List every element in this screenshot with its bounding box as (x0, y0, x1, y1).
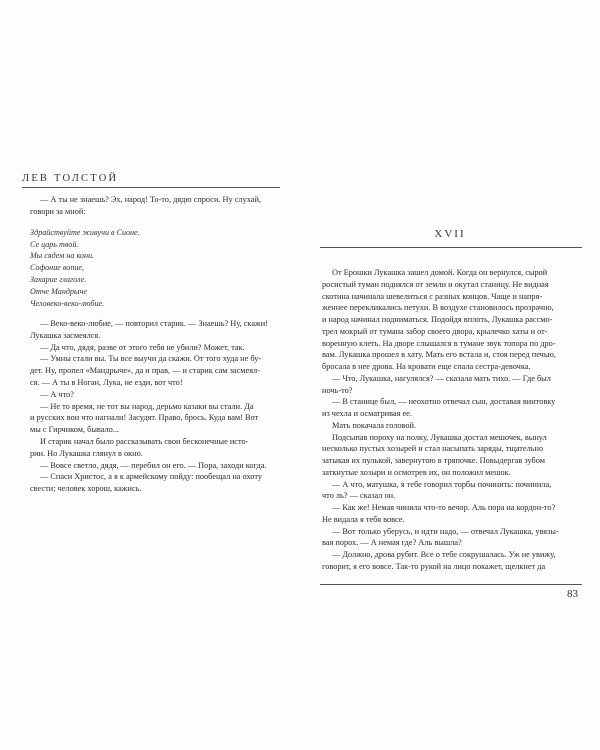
verse-line: Се царь твой. (30, 239, 79, 249)
text-line: ночь-то? (322, 385, 353, 395)
text-line: — А что? (40, 389, 74, 399)
text-line: — Как же! Немая чинила что-то вечор. Аль пора на кордон-то? (332, 503, 556, 512)
right-text-column (322, 267, 586, 573)
text-line: несколько пустых хозырей и стал насыпать заряды, тщательно (322, 444, 544, 454)
text-line: — Что, Лукашка, нагулялся? — сказала мать тихо. — Где был (332, 373, 551, 383)
text-line: Лукашка засмеялся. (30, 330, 101, 340)
page-number: 83 (567, 588, 578, 600)
text-line: — А что, матушка, я тебе говорил торбы починить: починила, (332, 479, 552, 489)
text-line: Мать покачала головой. (332, 420, 417, 430)
text-line: дет. Ну, пропел «Мандрыче», да и прав, — и старик сам засмеял- (30, 366, 260, 376)
text-line: — Должно, дрова рубит. Все о тебе сокрушалась. Уж не увижу, (332, 550, 556, 559)
text-line: и народ начинал подниматься. Подойдя вплоть, Лукашка рассмо- (322, 315, 553, 324)
text-line: Подсыпав пороху на полку, Лукашка достал мешочек, вынул (332, 432, 547, 442)
verse-line: Здрайствуйте живучи в Сионе. (30, 227, 140, 237)
verse-line: Мы сядем на кони. (30, 251, 95, 261)
text-line: из чехла и осматривая ее. (322, 409, 412, 418)
left-text-column (30, 194, 278, 495)
text-line: затыкая их пулькой, завернутою в тряпочке. Повыдергав зубом (322, 456, 546, 465)
left-paragraphs-before-verse (30, 194, 278, 218)
right-page (300, 0, 600, 750)
text-line: — А ты не знаешь? Эх, народ! То-то, дядю спроси. Ну слухай, (40, 195, 261, 204)
text-line: мы с Гирчиком, бывало... (30, 425, 120, 435)
text-line: вам. Лукашка прошел в хату. Мать его встала и, стоя перед печью, (322, 350, 556, 360)
text-line: — Умны стали вы. Ты все выучи да скажи. От того худа не бу- (40, 354, 262, 364)
text-line: От Ерошки Лукашка зашел домой. Когда он вернулся, сырой (332, 268, 548, 277)
text-line: что ль? — сказал он. (322, 491, 396, 501)
text-line: — Спаси Христос, а я к армейскому пойду: пообещал на охоту (40, 472, 263, 482)
text-line: — Да что, дядя, разве от этого тебя не убили? Может, так. (40, 342, 245, 352)
text-line: — Не то время, не тот вы народ, дерьмо казаки вы стали. Да (40, 401, 254, 411)
text-line: говори за мной: (30, 206, 86, 216)
text-line: И старик начал было рассказывать свои бесконечные исто- (40, 436, 249, 446)
verse-block (30, 227, 278, 310)
verse-line: Человеко-веко-любие. (30, 299, 105, 309)
header-rule (22, 187, 280, 188)
text-line: — Вот только уберусь, и идти надо, — отвечал Лукашка, увязы- (332, 526, 559, 536)
text-line: Не видала я тебя вовсе. (322, 514, 405, 524)
text-line: свести; человек хорош, кажись. (30, 484, 142, 494)
text-line: ся. — А ты в Ноган, Лука, не езди, вот что! (30, 377, 183, 387)
chapter-rule (320, 247, 582, 248)
text-line: росистый туман поднялся от земли и окутал станицу. Не видная (322, 279, 549, 289)
text-line: говорит, я его вовсе. Так-то рукой на лицо покажет, щелкнет да (322, 561, 546, 571)
text-line: — Вовсе светло, дядя, — перебил он его. — Пора, заходи когда. (40, 460, 267, 470)
verse-line: Софоние вопие, (30, 263, 85, 273)
text-line: женнее перекликались петухи. В воздухе становилось прозрачно, (322, 303, 554, 313)
text-line: рии. Но Лукашка глянул в окно. (30, 448, 143, 458)
chapter-title: XVII (434, 228, 466, 240)
running-head: ЛЕВ ТОЛСТОЙ (22, 173, 119, 184)
left-paragraphs-after-verse (30, 318, 278, 495)
text-line: и русских вон что нагнали! Засудят. Право, брось. Куда вам! Вот (30, 413, 259, 423)
text-line: заткнутые хозыри и осмотрев их, он положил мешок. (322, 467, 511, 477)
text-line: бросала в нее дрова. На кровати еще спала сестра-девочка. (322, 362, 531, 371)
text-line: — В станице был, — неохотно отвечал сын, доставая винтовку (332, 397, 556, 407)
text-line: скотина начинала шевелиться с разных концов. Чаще и напря- (322, 291, 543, 301)
verse-line: Захарие глаголе. (30, 275, 87, 285)
text-line: — Веко-веко-любие, — повторил старик. — Знаешь? Ну, скажи! (40, 318, 268, 328)
verse-line: Отче Мандрыче (30, 287, 87, 297)
text-line: трел мокрый от тумана забор своего двора, крылечко хаты и от- (322, 326, 548, 336)
text-line: воренную клеть. На дворе слышался в тумане звук топора по дро- (322, 338, 556, 348)
text-line: вая порох. — А немая где? Аль вышла? (322, 538, 462, 548)
footer-rule (320, 584, 582, 585)
